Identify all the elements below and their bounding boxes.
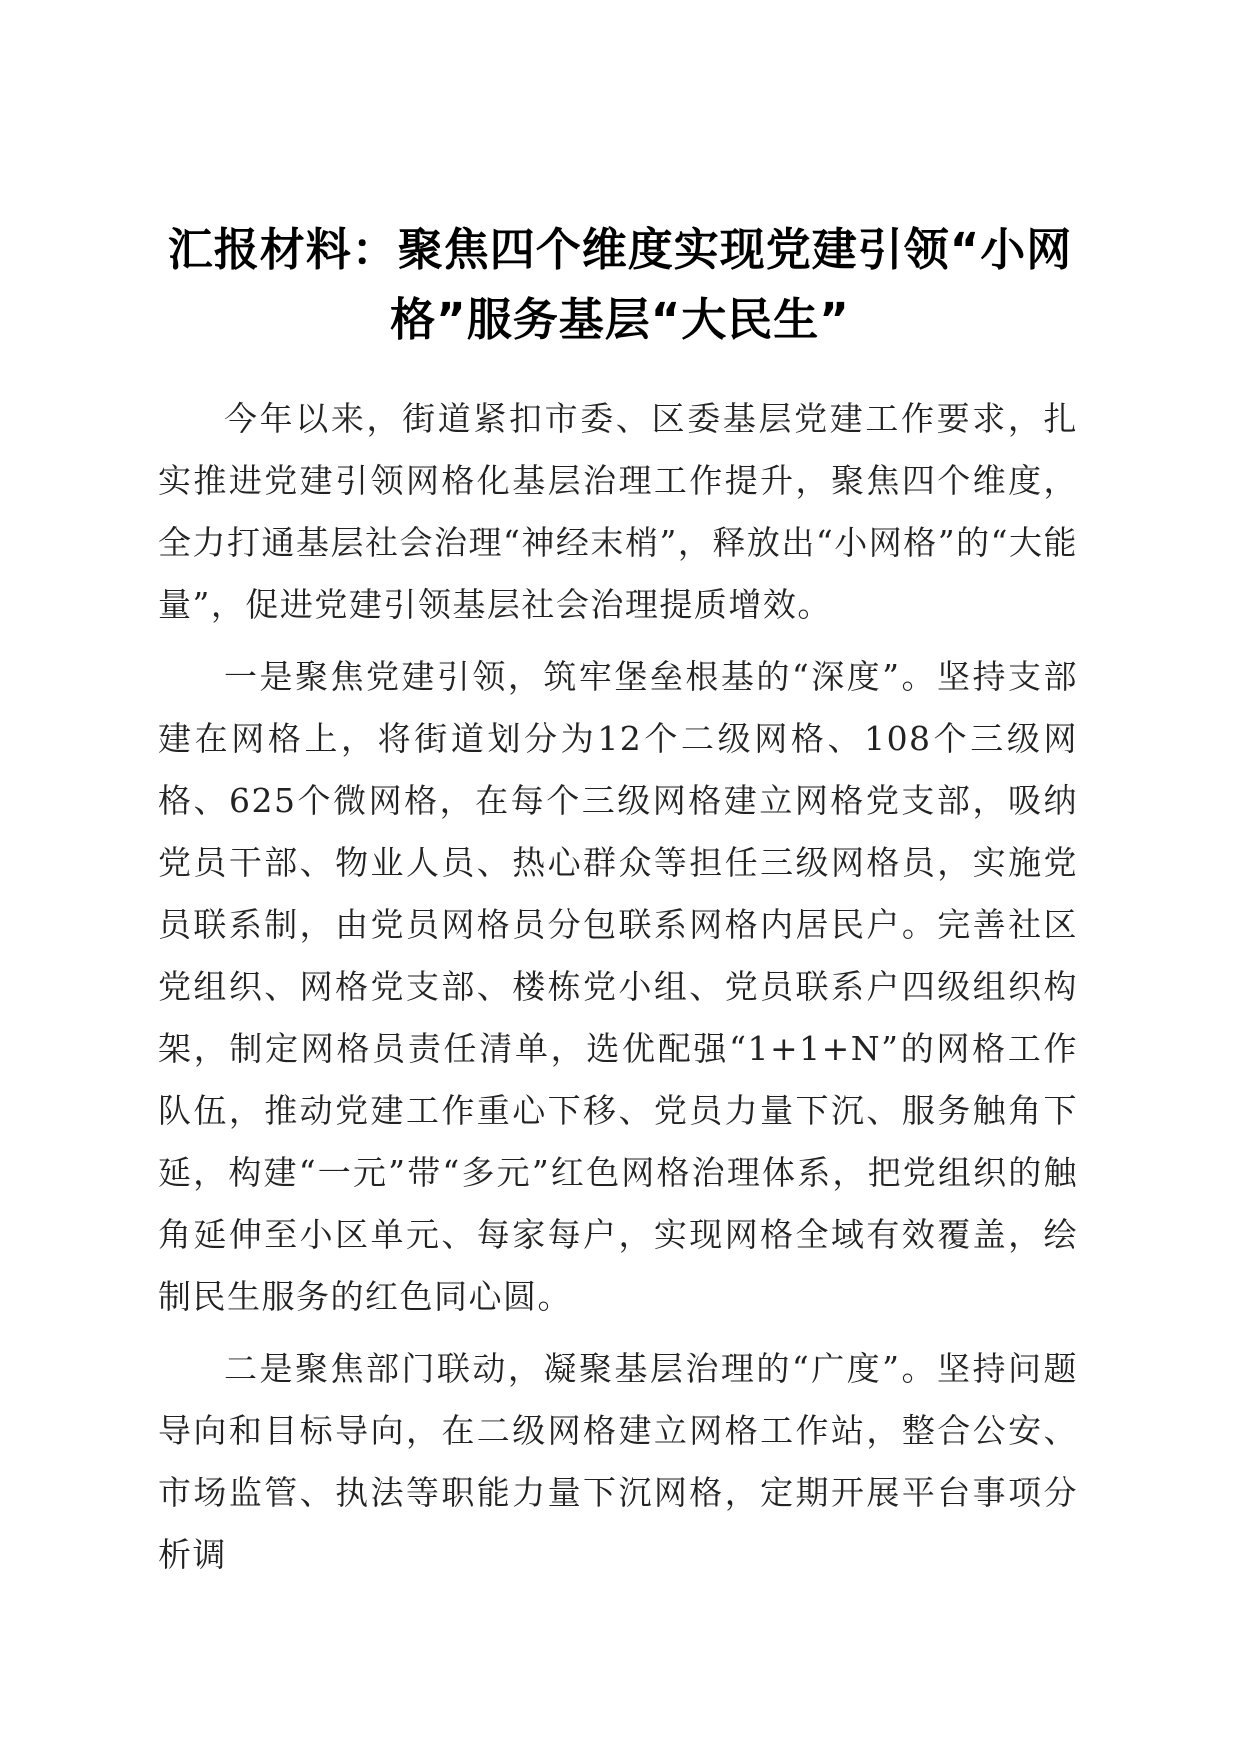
document-body: [158, 388, 1078, 1596]
paragraph-department-linkage: 二是聚焦部门联动，凝聚基层治理的“广度”。坚持问题导向和目标导向，在二级网格建立网格工作站，整合公安、市场监管、执法等职能力量下沉网格，定期开展平台事项分析调: [158, 1349, 1078, 1574]
paragraph-intro: 今年以来，街道紧扣市委、区委基层党建工作要求，扎实推进党建引领网格化基层治理工作提升，聚焦四个维度，全力打通基层社会治理“神经末梢”，释放出“小网格”的“大能量”，促进党建引领基层社会治理提质增效。: [158, 399, 1078, 624]
document-title: 汇报材料：聚焦四个维度实现党建引领“小网格”服务基层“大民生”: [167, 223, 1073, 346]
paragraph-party-leadership: 一是聚焦党建引领，筑牢堡垒根基的“深度”。坚持支部建在网格上，将街道划分为12个二级网格、108个三级网格、625个微网格，在每个三级网格建立网格党支部，吸纳党员干部、物业人员、热心群众等担任三级网格员，实施党员联系制，由党员网格员分包联系网格内居民户。完善社区党组织、网格党支部、楼栋党小组、党员联系户四级组织构架，制定网格员责任清单，选优配强“1+1+N”的网格工作队伍，推动党建工作重心下移、党员力量下沉、服务触角下延，构建“一元”带“多元”红色网格治理体系，把党组织的触角延伸至小区单元、每家每户，实现网格全域有效覆盖，绘制民生服务的红色同心圆。: [158, 657, 1078, 1316]
